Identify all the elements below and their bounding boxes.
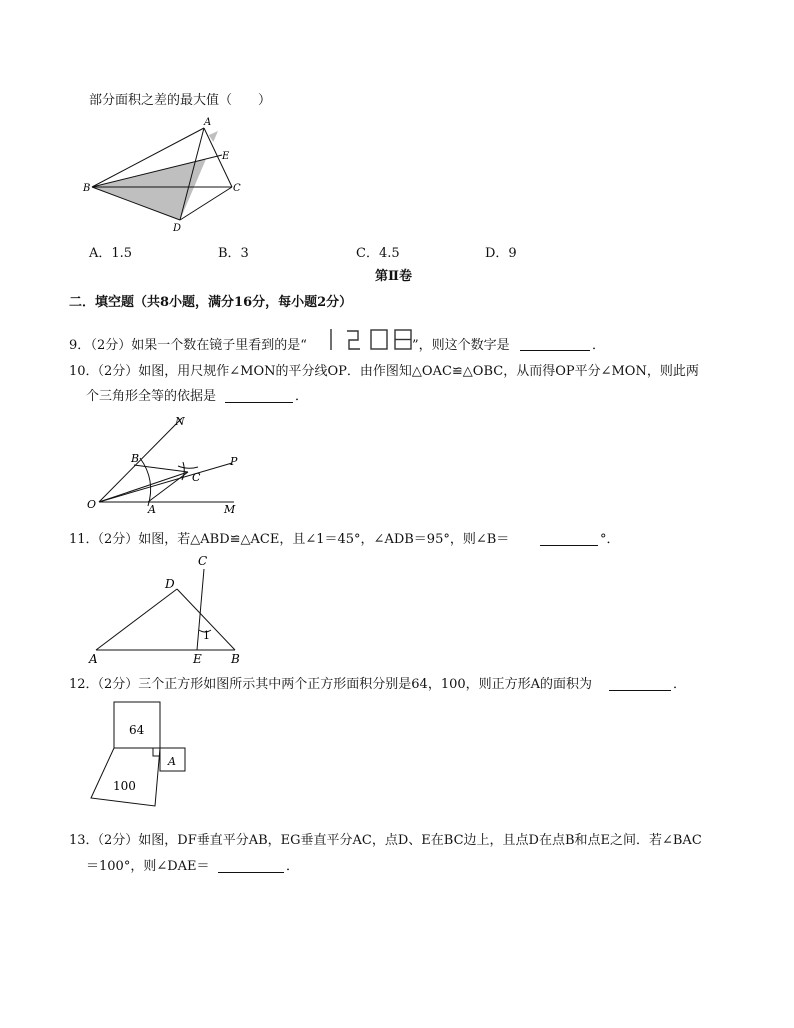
q9-suffix: ”，则这个数字是 [412,338,510,353]
q12-answer-blank[interactable] [609,690,671,691]
q9-mirror-text: 1208 [327,326,330,327]
q8-stem-tail: 部分面积之差的最大值（ ） [89,93,272,108]
q10-label-a: A [148,503,156,516]
q8-label-d: D [173,223,182,234]
q11-figure [85,552,255,668]
volume-title: 第Ⅱ卷 [375,269,412,284]
q12-text: （2分）三个正方形如图所示其中两个正方形面积分别是64，100，则正方形A的面积为 [91,677,593,692]
q9-prefix: （2分）如果一个数在镜子里看到的是“ [84,338,307,353]
q8-option-b: B．3 [218,246,249,261]
q10-label-b: B [131,452,140,465]
q9-number: 9． [69,338,91,353]
q11-number: 11． [69,532,99,547]
q8-label-e: E [222,151,230,162]
q11-answer-blank[interactable] [540,545,598,546]
q11-label-a: A [89,652,98,666]
q11-end: °． [600,532,620,547]
q13-line1: （2分）如图，DF垂直平分AB，EG垂直平分AC，点D、E在BC边上，且点D在点B和点E之间．若∠BAC [91,833,702,848]
q10-label-n: N [175,415,185,428]
q10-label-m: M [224,503,236,516]
q10-number: 10． [69,364,99,379]
q8-option-d: D．9 [485,246,517,261]
q10-answer-blank[interactable] [225,402,293,403]
q11-label-c: C [198,554,208,568]
q10-label-p: P [230,455,238,468]
q10-end: ． [295,389,309,404]
q13-number: 13． [69,833,99,848]
q11-label-d: D [165,577,175,591]
q9-mirror-digits [327,326,415,354]
q10-line2: 个三角形全等的依据是 [86,389,217,404]
q11-label-b: B [231,652,240,666]
q11-label-1: 1 [203,629,210,642]
q8-option-c: C．4.5 [356,246,400,261]
q13-answer-blank[interactable] [218,872,284,873]
q12-number: 12． [69,677,99,692]
q8-label-a: A [204,117,212,128]
q10-label-c: C [192,471,201,484]
q8-label-c: C [233,183,241,194]
q10-line1: （2分）如图，用尺规作∠MON的平分线OP．由作图知△OAC≌△OBC，从而得OP平分∠MON，则此两 [91,364,699,379]
q9-end: ． [592,338,606,353]
q12-label-a: A [168,755,176,768]
q12-figure [85,700,195,825]
q13-line2: ＝100°，则∠DAE＝ [86,859,210,874]
q9-answer-blank[interactable] [520,350,590,351]
section-heading: 二．填空题（共8小题，满分16分，每小题2分） [69,295,353,310]
q13-end: ． [286,859,300,874]
q11-text: （2分）如图，若△ABD≌△ACE，且∠1＝45°，∠ADB＝95°，则∠B＝ [91,532,510,547]
q8-label-b: B [83,183,91,194]
q8-option-a: A．1.5 [89,246,133,261]
q11-label-e: E [193,652,202,666]
q12-label-100: 100 [113,779,136,793]
q12-end: ． [673,677,687,692]
q10-label-o: O [87,498,97,511]
q10-figure [82,410,262,520]
q12-label-64: 64 [129,723,145,737]
q8-figure [80,112,260,237]
